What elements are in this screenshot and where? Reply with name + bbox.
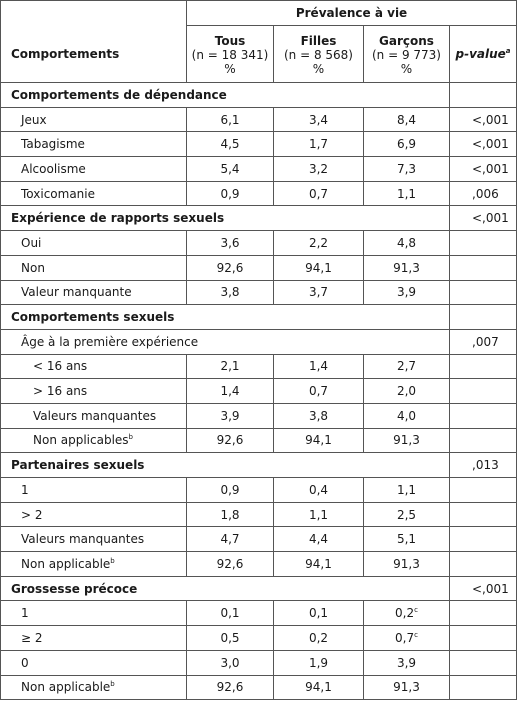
cell-filles-text: 1,4 <box>308 359 329 374</box>
pvalue-cell-text: <,001 <box>472 581 509 596</box>
column-title: Tous <box>214 34 246 48</box>
cell-garcons <box>364 157 450 182</box>
header-empty-cell <box>1 1 187 26</box>
cell-filles <box>274 255 364 280</box>
cell-tous <box>187 403 274 428</box>
section-label-text: Partenaires sexuels <box>11 458 145 473</box>
cell-tous-text: 92,6 <box>216 433 244 448</box>
row-label-text: > 16 ans <box>33 384 88 399</box>
cell-filles-text: 3,8 <box>308 408 329 423</box>
row-label <box>1 255 187 280</box>
cell-garcons <box>364 280 450 305</box>
cell-filles-text: 0,7 <box>308 384 329 399</box>
cell-tous-text: 4,5 <box>220 137 240 152</box>
cell-tous <box>187 478 274 503</box>
table-row <box>1 478 517 503</box>
cell-filles-text: 3,2 <box>308 161 329 176</box>
pvalue-cell-text: <,001 <box>472 112 509 127</box>
cell-tous-text: 5,4 <box>220 161 240 176</box>
header-row-columns <box>1 26 517 83</box>
pvalue-cell <box>450 552 517 577</box>
section-label-text: Expérience de rapports sexuels <box>11 211 225 226</box>
pvalue-label: p-value <box>455 47 506 61</box>
section-row <box>1 576 517 601</box>
column-n: (n = 18 341) <box>191 48 269 62</box>
table-row <box>1 502 517 527</box>
table-row <box>1 132 517 157</box>
pvalue-cell <box>450 231 517 256</box>
cell-tous <box>187 181 274 206</box>
cell-garcons-text: 5,1 <box>396 532 417 547</box>
cell-filles-text: 0,7 <box>308 186 329 201</box>
pvalue-cell <box>450 453 517 478</box>
section-row <box>1 206 517 231</box>
column-unit: % <box>312 62 325 76</box>
cell-tous-text: 3,8 <box>220 285 240 300</box>
cell-filles <box>274 403 364 428</box>
subsection-label-text: Âge à la première expérience <box>21 334 199 349</box>
row-label <box>1 626 187 651</box>
cell-tous <box>187 626 274 651</box>
row-label-text: Tabagisme <box>21 137 85 152</box>
cell-filles <box>274 231 364 256</box>
cell-garcons-text: 8,4 <box>396 112 417 127</box>
cell-garcons <box>364 403 450 428</box>
cell-garcons-text: 1,1 <box>396 482 417 497</box>
table-row <box>1 650 517 675</box>
row-label-text: Non applicable <box>21 680 111 695</box>
section-row <box>1 453 517 478</box>
pvalue-cell <box>450 107 517 132</box>
row-label <box>1 107 187 132</box>
pvalue-cell-text: <,001 <box>472 211 509 226</box>
row-label-text: Non applicable <box>21 556 111 571</box>
cell-garcons <box>364 527 450 552</box>
cell-tous <box>187 157 274 182</box>
table-row <box>1 527 517 552</box>
cell-filles-text: 0,4 <box>308 482 329 497</box>
row-label-text: > 2 <box>21 507 43 522</box>
cell-garcons <box>364 107 450 132</box>
subsection-label <box>1 329 450 354</box>
pvalue-cell <box>450 280 517 305</box>
pvalue-cell <box>450 478 517 503</box>
cell-filles-text: 2,2 <box>308 235 329 250</box>
cell-garcons <box>364 132 450 157</box>
cell-tous <box>187 280 274 305</box>
cell-garcons <box>364 478 450 503</box>
cell-garcons <box>364 675 450 700</box>
cell-garcons-text: 91,3 <box>393 433 420 448</box>
pvalue-cell <box>450 626 517 651</box>
pvalue-cell-text: ,013 <box>472 458 499 473</box>
row-label-text: Valeur manquante <box>21 285 132 300</box>
column-unit: % <box>224 62 236 76</box>
column-header-tous <box>187 26 274 83</box>
row-label-text: 1 <box>21 606 29 621</box>
column-n: (n = 8 568) <box>283 48 353 62</box>
cell-tous <box>187 502 274 527</box>
pvalue-cell <box>450 132 517 157</box>
cell-tous <box>187 132 274 157</box>
row-label <box>1 379 187 404</box>
cell-filles-text: 94,1 <box>305 556 332 571</box>
row-label <box>1 428 187 453</box>
cell-filles-text: 0,2 <box>308 630 329 645</box>
section-label-text: Grossesse précoce <box>11 581 138 596</box>
cell-tous-text: 92,6 <box>216 556 244 571</box>
footnote-mark: c <box>414 630 418 639</box>
cell-tous <box>187 428 274 453</box>
cell-tous-text: 4,7 <box>220 532 240 547</box>
cell-filles <box>274 428 364 453</box>
cell-tous <box>187 107 274 132</box>
row-label-text: Non <box>21 260 45 275</box>
table-row <box>1 231 517 256</box>
row-label-header: Comportements <box>1 26 187 83</box>
pvalue-cell <box>450 403 517 428</box>
table-row <box>1 552 517 577</box>
cell-filles-text: 3,7 <box>308 285 329 300</box>
cell-tous-text: 2,1 <box>220 359 240 374</box>
table-body <box>1 83 517 700</box>
footnote-mark: b <box>110 556 115 565</box>
row-label-text: Valeurs manquantes <box>21 532 145 547</box>
cell-filles <box>274 626 364 651</box>
cell-tous <box>187 379 274 404</box>
cell-garcons-text: 2,5 <box>396 507 417 522</box>
row-label <box>1 280 187 305</box>
row-label-text: Oui <box>21 235 42 250</box>
cell-tous-text: 3,0 <box>220 655 240 670</box>
table-row <box>1 675 517 700</box>
table-row <box>1 107 517 132</box>
cell-garcons-text: 91,3 <box>393 680 420 695</box>
footnote-mark: c <box>414 606 418 615</box>
row-label <box>1 354 187 379</box>
pvalue-footnote-mark: a <box>505 47 511 55</box>
row-label <box>1 231 187 256</box>
pvalue-cell <box>450 379 517 404</box>
section-label <box>1 576 450 601</box>
pvalue-cell <box>450 354 517 379</box>
cell-garcons <box>364 601 450 626</box>
table-row <box>1 428 517 453</box>
column-title: Filles <box>300 34 337 48</box>
row-label-text: 0 <box>21 655 29 670</box>
pvalue-cell <box>450 576 517 601</box>
row-label-text: Non applicables <box>33 433 129 448</box>
cell-filles-text: 4,4 <box>308 532 329 547</box>
cell-garcons <box>364 650 450 675</box>
cell-garcons-text: 0,7 <box>395 630 415 645</box>
cell-filles-text: 1,1 <box>308 507 329 522</box>
cell-tous <box>187 552 274 577</box>
pvalue-cell <box>450 206 517 231</box>
row-label <box>1 650 187 675</box>
group-title: Prévalence à vie <box>187 1 517 26</box>
cell-tous <box>187 255 274 280</box>
cell-garcons-text: 0,2 <box>395 606 415 621</box>
table-row <box>1 354 517 379</box>
column-header-filles <box>274 26 364 83</box>
subsection-row <box>1 329 517 354</box>
row-label-text: Jeux <box>21 112 47 127</box>
cell-garcons <box>364 552 450 577</box>
cell-tous <box>187 527 274 552</box>
pvalue-cell <box>450 527 517 552</box>
cell-tous <box>187 231 274 256</box>
cell-tous <box>187 354 274 379</box>
pvalue-cell <box>450 83 517 108</box>
cell-garcons-text: 2,7 <box>396 359 417 374</box>
cell-filles <box>274 650 364 675</box>
pvalue-cell <box>450 428 517 453</box>
cell-tous-text: 92,6 <box>216 680 244 695</box>
column-title: Garçons <box>379 34 434 48</box>
cell-filles-text: 94,1 <box>305 433 332 448</box>
pvalue-cell-text: ,007 <box>472 334 499 349</box>
row-label <box>1 502 187 527</box>
cell-garcons-text: 6,9 <box>396 137 417 152</box>
section-label-text: Comportements sexuels <box>11 310 175 325</box>
row-label-text: < 16 ans <box>33 359 88 374</box>
cell-garcons-text: 91,3 <box>393 556 420 571</box>
column-header-pvalue <box>450 26 517 83</box>
cell-filles <box>274 478 364 503</box>
row-label-text: Valeurs manquantes <box>33 408 157 423</box>
row-label <box>1 675 187 700</box>
cell-filles-text: 0,1 <box>308 606 329 621</box>
cell-filles <box>274 107 364 132</box>
cell-filles <box>274 181 364 206</box>
footnote-mark: b <box>128 433 133 442</box>
cell-filles <box>274 280 364 305</box>
table-row <box>1 255 517 280</box>
cell-filles <box>274 502 364 527</box>
section-label-text: Comportements de dépendance <box>11 87 227 102</box>
table-row <box>1 280 517 305</box>
cell-tous-text: 0,9 <box>220 482 240 497</box>
cell-tous-text: 92,6 <box>216 260 244 275</box>
cell-tous-text: 3,6 <box>220 235 240 250</box>
cell-garcons <box>364 354 450 379</box>
row-label <box>1 157 187 182</box>
row-label <box>1 132 187 157</box>
cell-garcons-text: 4,8 <box>396 235 417 250</box>
table-row <box>1 157 517 182</box>
section-label <box>1 305 450 330</box>
cell-garcons-text: 3,9 <box>396 285 417 300</box>
pvalue-cell <box>450 329 517 354</box>
row-label <box>1 527 187 552</box>
cell-tous <box>187 675 274 700</box>
table-row <box>1 379 517 404</box>
cell-tous-text: 1,4 <box>220 384 240 399</box>
cell-filles-text: 1,7 <box>308 137 329 152</box>
cell-tous-text: 1,8 <box>220 507 240 522</box>
pvalue-cell <box>450 157 517 182</box>
section-label <box>1 206 450 231</box>
pvalue-cell-text: ,006 <box>472 186 499 201</box>
row-label <box>1 552 187 577</box>
section-row <box>1 305 517 330</box>
cell-tous-text: 0,5 <box>220 630 240 645</box>
pvalue-cell <box>450 601 517 626</box>
table-row <box>1 403 517 428</box>
cell-filles <box>274 552 364 577</box>
cell-garcons-text: 1,1 <box>396 186 417 201</box>
pvalue-cell <box>450 675 517 700</box>
cell-filles <box>274 379 364 404</box>
cell-garcons <box>364 626 450 651</box>
cell-tous-text: 3,9 <box>220 408 240 423</box>
cell-filles <box>274 675 364 700</box>
cell-garcons-text: 4,0 <box>396 408 417 423</box>
column-n: (n = 9 773) <box>371 48 441 62</box>
column-header-garcons <box>364 26 450 83</box>
pvalue-cell <box>450 305 517 330</box>
section-label <box>1 453 450 478</box>
pvalue-cell <box>450 650 517 675</box>
cell-filles <box>274 601 364 626</box>
row-label-text: ≥ 2 <box>21 630 43 645</box>
cell-garcons <box>364 379 450 404</box>
row-label <box>1 601 187 626</box>
cell-filles <box>274 132 364 157</box>
row-label <box>1 478 187 503</box>
row-label-text: Alcoolisme <box>21 161 86 176</box>
row-label <box>1 403 187 428</box>
cell-garcons <box>364 255 450 280</box>
pvalue-cell <box>450 181 517 206</box>
cell-tous <box>187 650 274 675</box>
section-row <box>1 83 517 108</box>
pvalue-cell-text: <,001 <box>472 161 509 176</box>
column-unit: % <box>400 62 413 76</box>
cell-filles <box>274 527 364 552</box>
footnote-mark: b <box>110 680 115 689</box>
cell-tous-text: 6,1 <box>220 112 240 127</box>
pvalue-cell-text: <,001 <box>472 137 509 152</box>
table-row <box>1 601 517 626</box>
pvalue-cell <box>450 255 517 280</box>
cell-garcons-text: 2,0 <box>396 384 417 399</box>
header-row-group <box>1 1 517 26</box>
cell-filles <box>274 354 364 379</box>
cell-garcons-text: 91,3 <box>393 260 420 275</box>
cell-filles-text: 94,1 <box>305 680 332 695</box>
row-label-text: Toxicomanie <box>21 186 96 201</box>
cell-filles-text: 1,9 <box>308 655 329 670</box>
pvalue-cell <box>450 502 517 527</box>
cell-tous-text: 0,1 <box>220 606 240 621</box>
cell-garcons <box>364 502 450 527</box>
cell-garcons <box>364 181 450 206</box>
cell-garcons-text: 7,3 <box>396 161 417 176</box>
table-row <box>1 181 517 206</box>
table-row <box>1 626 517 651</box>
row-label-text: 1 <box>21 482 29 497</box>
row-label <box>1 181 187 206</box>
cell-garcons <box>364 428 450 453</box>
cell-filles-text: 94,1 <box>305 260 332 275</box>
section-label <box>1 83 450 108</box>
cell-garcons-text: 3,9 <box>396 655 417 670</box>
cell-garcons <box>364 231 450 256</box>
cell-filles <box>274 157 364 182</box>
cell-tous-text: 0,9 <box>220 186 240 201</box>
cell-tous <box>187 601 274 626</box>
cell-filles-text: 3,4 <box>308 112 329 127</box>
